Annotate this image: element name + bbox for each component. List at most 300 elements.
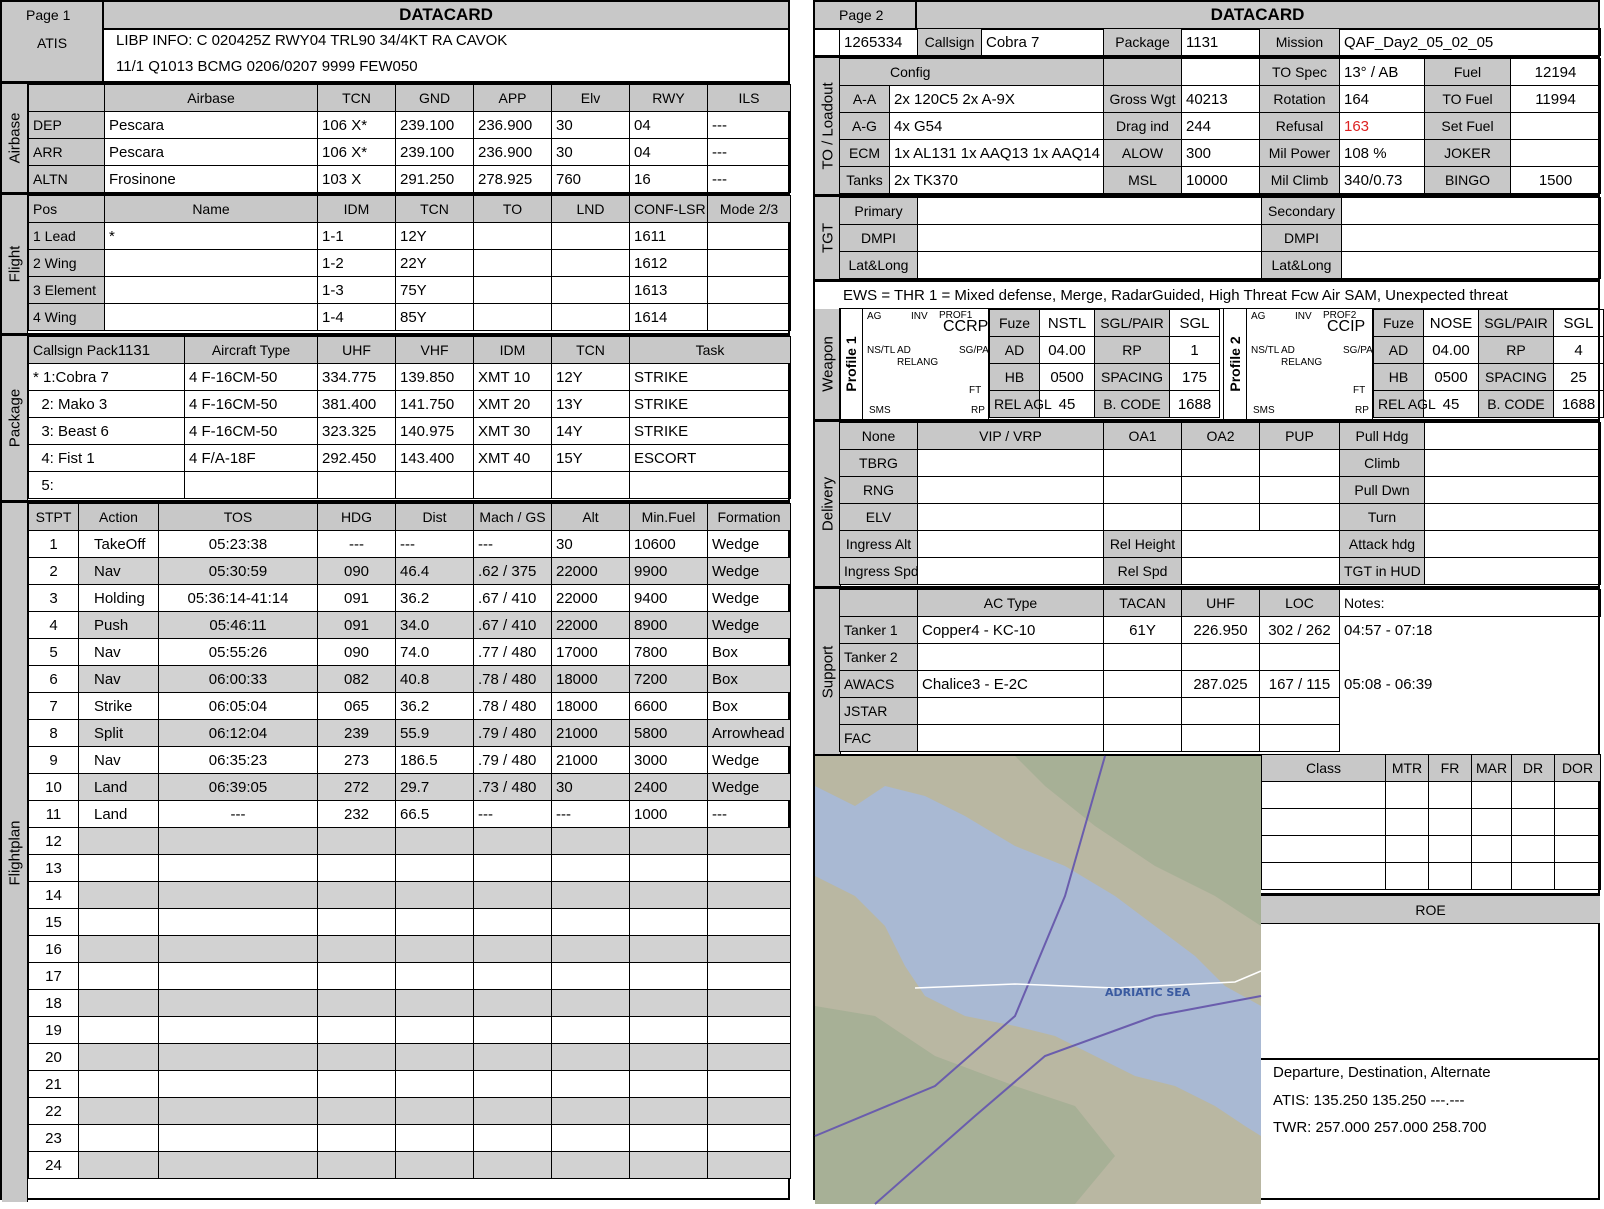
sms-display (1249, 309, 1373, 419)
table-cell (1260, 450, 1340, 477)
table-cell: 106 X* (318, 112, 396, 139)
table-cell (1182, 504, 1260, 531)
table-cell: DMPI (1262, 225, 1342, 252)
table-cell: 3 (29, 585, 79, 612)
config-header: Config (840, 59, 1104, 86)
sms-label: INV (911, 311, 928, 322)
column-header: TCN (396, 196, 474, 223)
column-header: Formation (708, 504, 791, 531)
sms-label: NS/TL (1251, 345, 1280, 356)
table-cell: Push (79, 612, 159, 639)
table-cell (1472, 863, 1512, 890)
table-cell: 0500 (1040, 364, 1095, 391)
table-cell (552, 250, 630, 277)
table-cell (159, 963, 318, 990)
table-cell (474, 828, 552, 855)
table-cell: Nav (79, 747, 159, 774)
table-cell: 139.850 (396, 364, 474, 391)
table-cell: Rel Spd (1104, 558, 1182, 585)
atis-line-1: LIBP INFO: C 020425Z RWY04 TRL90 34/4KT RA CAVOK (116, 32, 508, 49)
table-cell: --- (708, 801, 791, 828)
table-cell: JOKER (1425, 140, 1511, 167)
table-cell: Ingress Alt (840, 531, 918, 558)
table-cell: ESCORT (630, 445, 791, 472)
support-row (840, 698, 1601, 725)
table-cell: 14Y (552, 418, 630, 445)
table-cell: 106 X* (318, 139, 396, 166)
table-cell: 18000 (552, 693, 630, 720)
table-cell: 05:55:26 (159, 639, 318, 666)
table-cell (318, 855, 396, 882)
table-cell (1386, 782, 1429, 809)
table-cell: Package (1104, 29, 1182, 56)
table-cell (318, 909, 396, 936)
table-cell (318, 963, 396, 990)
table-cell: 15Y (552, 445, 630, 472)
table-cell (318, 1125, 396, 1152)
table-cell (918, 450, 1104, 477)
package-table (28, 336, 791, 499)
table-cell: 45 (1424, 391, 1479, 418)
delivery-row (840, 558, 1601, 585)
table-cell (1555, 782, 1601, 809)
area-map (815, 754, 1261, 1202)
table-cell: 23 (29, 1125, 79, 1152)
page-header (815, 2, 1598, 30)
profile-row (1374, 310, 1604, 337)
threat-row (1262, 836, 1601, 863)
package-section-label: Package (2, 336, 28, 500)
table-cell (79, 1098, 159, 1125)
table-cell: .78 / 480 (474, 666, 552, 693)
table-cell: 760 (552, 166, 630, 193)
table-cell: 06:00:33 (159, 666, 318, 693)
table-cell: 05:46:11 (159, 612, 318, 639)
table-cell (552, 277, 630, 304)
table-cell (159, 1098, 318, 1125)
table-cell: 18 (29, 990, 79, 1017)
table-row (29, 472, 791, 499)
table-cell: 22 (29, 1098, 79, 1125)
column-header: Pos (29, 196, 105, 223)
table-cell (708, 828, 791, 855)
table-cell (1182, 450, 1260, 477)
table-cell (1182, 59, 1260, 86)
table-cell: Ingress Spd (840, 558, 918, 585)
table-cell (474, 909, 552, 936)
table-cell: 232 (318, 801, 396, 828)
table-cell: 2400 (630, 774, 708, 801)
table-cell: 04.00 (1424, 337, 1479, 364)
table-cell: 10600 (630, 531, 708, 558)
delivery-row (840, 450, 1601, 477)
weapon-profile1 (839, 309, 1219, 419)
column-header: VIP / VRP (918, 423, 1104, 450)
table-row (29, 1044, 791, 1071)
table-cell: Frosinone (105, 166, 318, 193)
table-cell (708, 304, 791, 331)
column-header: Elv (552, 85, 630, 112)
page-label: Page 1 (2, 2, 104, 28)
column-header: IDM (318, 196, 396, 223)
table-cell (1104, 477, 1182, 504)
table-cell: Pull Dwn (1340, 477, 1425, 504)
map-sea-label: ADRIATIC SEA (1105, 986, 1191, 999)
column-header: VHF (396, 337, 474, 364)
table-cell (1555, 836, 1601, 863)
table-cell: Tanks (840, 167, 890, 194)
table-cell: 36.2 (396, 585, 474, 612)
table-cell: 30 (552, 112, 630, 139)
comms-title: Departure, Destination, Alternate (1273, 1064, 1491, 1081)
table-cell (708, 1125, 791, 1152)
sms-label: AD (897, 345, 911, 356)
flightplan-section-label: Flightplan (2, 503, 28, 1202)
table-cell (552, 1017, 630, 1044)
table-cell (318, 882, 396, 909)
loadout-section-label: TO / Loadout (815, 58, 841, 194)
table-cell (1429, 836, 1472, 863)
table-cell: B. CODE (1479, 391, 1554, 418)
sms-label: SMS (1253, 405, 1275, 416)
table-cell: * (105, 223, 318, 250)
profile-row (990, 310, 1220, 337)
table-cell: AD (1374, 337, 1424, 364)
table-cell (1104, 504, 1182, 531)
page-title: DATACARD (104, 2, 788, 28)
table-cell: 29.7 (396, 774, 474, 801)
table-cell: 4 (1554, 337, 1604, 364)
table-cell (474, 1152, 552, 1179)
table-cell: Wedge (708, 774, 791, 801)
sms-label: AG (867, 311, 882, 322)
table-cell (708, 223, 791, 250)
table-cell: BINGO (1425, 167, 1511, 194)
table-cell: 1688 (1170, 391, 1220, 418)
table-cell: Wedge (708, 585, 791, 612)
atis-label: ATIS (2, 28, 104, 82)
table-row (29, 1125, 791, 1152)
table-cell: Wedge (708, 747, 791, 774)
table-cell (396, 963, 474, 990)
table-cell: 244 (1182, 113, 1260, 140)
support-row (840, 644, 1601, 671)
table-cell (1425, 450, 1601, 477)
table-cell: 7200 (630, 666, 708, 693)
table-row (29, 139, 791, 166)
column-header: TOS (159, 504, 318, 531)
column-header: GND (396, 85, 474, 112)
table-cell: 090 (318, 639, 396, 666)
delivery-table (839, 422, 1601, 585)
delivery-mode: CCRP (943, 318, 989, 335)
table-cell: Lat&Long (1262, 252, 1342, 279)
table-cell: Wedge (708, 558, 791, 585)
table-cell: 40.8 (396, 666, 474, 693)
table-cell (552, 936, 630, 963)
table-cell (79, 1125, 159, 1152)
table-cell: 1-4 (318, 304, 396, 331)
table-cell: 278.925 (474, 166, 552, 193)
table-cell: 21000 (552, 747, 630, 774)
table-cell (918, 531, 1104, 558)
table-cell: 065 (318, 693, 396, 720)
delivery-mode: CCIP (1327, 318, 1366, 335)
table-cell: 291.250 (396, 166, 474, 193)
header-row (1262, 755, 1601, 782)
support-row (840, 617, 1601, 644)
table-cell: XMT 40 (474, 445, 552, 472)
profile-row (1374, 337, 1604, 364)
table-cell (630, 882, 708, 909)
table-cell: 21 (29, 1071, 79, 1098)
table-cell (840, 590, 918, 617)
table-cell (708, 1071, 791, 1098)
table-cell (318, 1044, 396, 1071)
loadout-row (840, 113, 1601, 140)
table-cell: TO Fuel (1425, 86, 1511, 113)
table-row (29, 747, 791, 774)
table-cell: SGL (1170, 310, 1220, 337)
table-cell: .79 / 480 (474, 720, 552, 747)
table-cell: Wedge (708, 612, 791, 639)
table-cell: 3: Beast 6 (29, 418, 185, 445)
table-cell: ECM (840, 140, 890, 167)
table-cell: --- (396, 531, 474, 558)
table-cell: 5800 (630, 720, 708, 747)
column-header: FR (1429, 755, 1472, 782)
table-cell: 05:23:38 (159, 531, 318, 558)
column-header: Alt (552, 504, 630, 531)
table-cell: 45 (1040, 391, 1095, 418)
table-cell (708, 277, 791, 304)
table-cell: 300 (1182, 140, 1260, 167)
table-cell (1182, 725, 1260, 752)
table-cell (159, 828, 318, 855)
airbase-table (28, 84, 791, 193)
table-cell: Turn (1340, 504, 1425, 531)
table-cell (396, 990, 474, 1017)
roe-header: ROE (1261, 896, 1600, 924)
table-cell (552, 1152, 630, 1179)
table-cell (918, 477, 1104, 504)
table-cell (159, 909, 318, 936)
table-cell (79, 1152, 159, 1179)
table-cell (474, 990, 552, 1017)
table-cell: STRIKE (630, 391, 791, 418)
table-cell: 17 (29, 963, 79, 990)
table-cell: DMPI (840, 225, 918, 252)
table-cell: Primary (840, 198, 918, 225)
table-cell: FAC (840, 725, 918, 752)
sms-label: FT (1353, 385, 1366, 396)
table-cell (552, 223, 630, 250)
table-cell: 090 (318, 558, 396, 585)
column-header: CONF-LSR (630, 196, 708, 223)
table-cell: 9 (29, 747, 79, 774)
table-cell: 16 (630, 166, 708, 193)
table-cell (159, 1071, 318, 1098)
table-row (29, 1098, 791, 1125)
table-cell (1386, 836, 1429, 863)
table-row (29, 391, 791, 418)
sms-label: INV (1295, 311, 1312, 322)
table-cell: 4 F/A-18F (185, 445, 318, 472)
loadout-table (839, 58, 1601, 194)
table-cell: 30 (552, 774, 630, 801)
table-cell (396, 1098, 474, 1125)
table-cell: HB (1374, 364, 1424, 391)
table-cell (1104, 698, 1182, 725)
table-cell (1342, 225, 1601, 252)
table-cell (1512, 863, 1555, 890)
table-cell (1260, 644, 1340, 671)
table-cell: Box (708, 639, 791, 666)
table-cell: --- (552, 801, 630, 828)
column-header: TO (474, 196, 552, 223)
table-cell (474, 936, 552, 963)
table-cell: 21000 (552, 720, 630, 747)
profile-row (1374, 391, 1604, 418)
table-cell (630, 828, 708, 855)
table-cell: B. CODE (1095, 391, 1170, 418)
table-cell (105, 304, 318, 331)
column-header: Action (79, 504, 159, 531)
table-cell: 40213 (1182, 86, 1260, 113)
column-header: TCN (552, 337, 630, 364)
table-cell: Holding (79, 585, 159, 612)
table-cell: AWACS (840, 671, 918, 698)
table-cell: 1-2 (318, 250, 396, 277)
table-cell: 12Y (552, 364, 630, 391)
column-header: Class (1262, 755, 1386, 782)
table-cell: 140.975 (396, 418, 474, 445)
table-cell (474, 855, 552, 882)
table-cell (79, 909, 159, 936)
table-cell: 7 (29, 693, 79, 720)
column-header: OA2 (1182, 423, 1260, 450)
sms-label: PROF2 (1323, 310, 1357, 321)
table-cell (474, 1125, 552, 1152)
table-cell: 9900 (630, 558, 708, 585)
table-cell: XMT 10 (474, 364, 552, 391)
table-cell (1104, 644, 1182, 671)
table-cell (474, 963, 552, 990)
table-row (29, 828, 791, 855)
column-header: LND (552, 196, 630, 223)
table-cell: 1688 (1554, 391, 1604, 418)
table-cell (474, 1044, 552, 1071)
sms-label: RELANG (897, 357, 939, 368)
table-cell: XMT 20 (474, 391, 552, 418)
table-cell: 12 (29, 828, 79, 855)
table-cell (1472, 836, 1512, 863)
support-row (840, 725, 1601, 752)
table-row (29, 774, 791, 801)
pack-number: 1131 (117, 341, 151, 359)
tgt-section-label: TGT (815, 197, 841, 279)
tgt-row (840, 198, 1601, 225)
table-cell: 11994 (1511, 86, 1601, 113)
table-cell: 103 X (318, 166, 396, 193)
table-cell (1425, 504, 1601, 531)
table-cell (159, 990, 318, 1017)
table-cell: 1 (29, 531, 79, 558)
column-header: Airbase (105, 85, 318, 112)
table-row (29, 936, 791, 963)
table-cell: --- (474, 531, 552, 558)
table-cell: 1000 (630, 801, 708, 828)
profile-fields (1373, 309, 1604, 418)
table-cell: 236.900 (474, 112, 552, 139)
table-cell (318, 1017, 396, 1044)
table-cell (630, 909, 708, 936)
table-cell: --- (708, 112, 791, 139)
table-cell: 141.750 (396, 391, 474, 418)
table-cell (1182, 531, 1340, 558)
datacard-page-1 (0, 0, 790, 1200)
table-cell (630, 1125, 708, 1152)
table-cell (474, 882, 552, 909)
table-cell (1260, 504, 1340, 531)
table-cell: Arrowhead (708, 720, 791, 747)
table-cell (918, 252, 1262, 279)
table-cell (318, 1071, 396, 1098)
table-cell: 2 (29, 558, 79, 585)
table-cell: 164 (1340, 86, 1425, 113)
callsign-pack-header (29, 337, 185, 364)
table-cell: 85Y (396, 304, 474, 331)
column-header: Min.Fuel (630, 504, 708, 531)
sms-label: SG/PA (1343, 345, 1373, 356)
sms-display (865, 309, 989, 419)
airbase-section-label: Airbase (2, 84, 28, 192)
table-cell: 1-1 (318, 223, 396, 250)
tgt-row (840, 252, 1601, 279)
table-row (29, 445, 791, 472)
table-cell: 0500 (1424, 364, 1479, 391)
atis-line-2: 11/1 Q1013 BCMG 0206/0207 9999 FEW050 (116, 58, 418, 75)
table-cell (918, 644, 1104, 671)
table-cell (552, 828, 630, 855)
threat-row (1262, 782, 1601, 809)
table-cell: 226.950 (1182, 617, 1260, 644)
table-cell: 1x AL131 1x AAQ13 1x AAQ14 (890, 140, 1104, 167)
profile-row (990, 364, 1220, 391)
table-cell (159, 882, 318, 909)
table-cell: 6600 (630, 693, 708, 720)
table-cell: QAF_Day2_05_02_05 (1340, 29, 1601, 56)
header-row (29, 504, 791, 531)
table-cell: 19 (29, 1017, 79, 1044)
column-header: RWY (630, 85, 708, 112)
table-cell: Fuel (1425, 59, 1511, 86)
table-row (29, 963, 791, 990)
table-cell: 04 (630, 139, 708, 166)
sms-label: RP (1355, 405, 1369, 416)
table-cell: 24 (29, 1152, 79, 1179)
table-cell (708, 963, 791, 990)
table-row (29, 1071, 791, 1098)
table-cell: 75Y (396, 277, 474, 304)
config-row (840, 59, 1601, 86)
header-row (29, 337, 791, 364)
table-cell: RP (1479, 337, 1554, 364)
table-row (29, 612, 791, 639)
table-cell (1262, 836, 1386, 863)
table-cell (396, 909, 474, 936)
table-cell: Box (708, 666, 791, 693)
